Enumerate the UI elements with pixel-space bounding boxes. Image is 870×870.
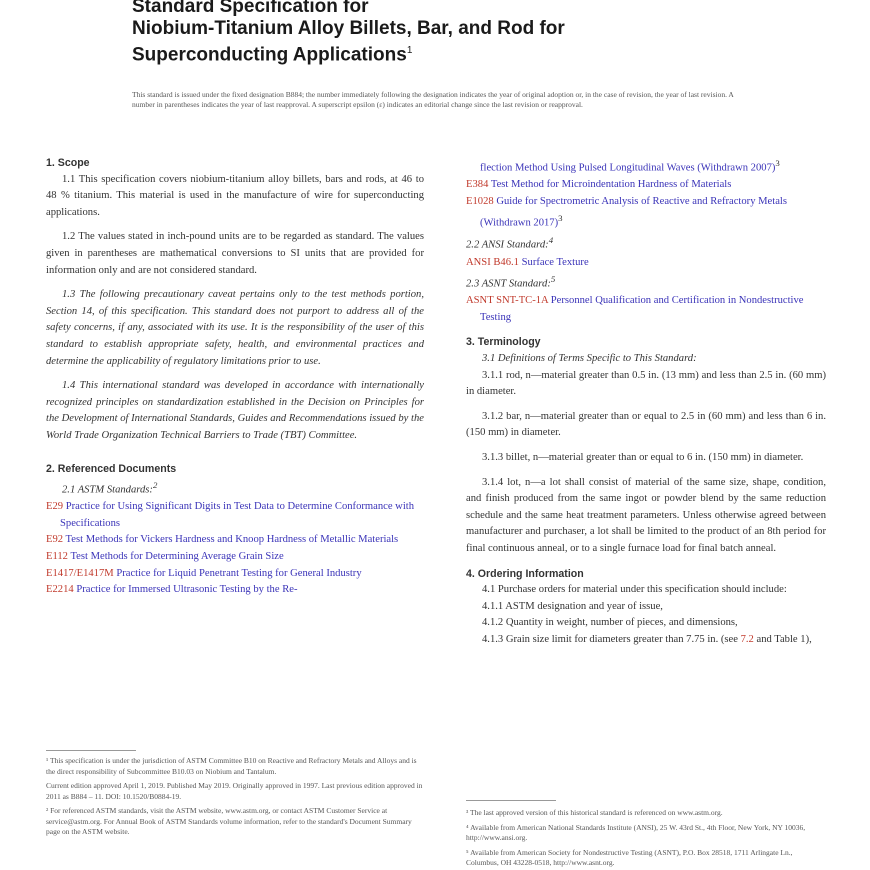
para-2-2: 2.2 ANSI Standard:$^4$ — [466, 235, 554, 251]
para-2-1: 2.1 ASTM Standards:$^2$ — [62, 480, 158, 496]
para-3-1-3: 3.1.3 billet, n—material greater than or equal to 6 in. (150 mm) in diameter. — [482, 452, 804, 464]
para-4-1: 4.1 Purchase orders for material under this specification should include: — [482, 584, 787, 596]
footnote-1: ¹ This specification is under the jurisdiction of ASTM Committee B10 on Reactive and Refractory Metals and Alloys and is the direct responsibility of Subcommittee B10.03 on Niobium and Tantalum. — [46, 756, 417, 776]
para-1-4: 1.4 This international standard was developed in accordance with internationally recognized principles on standardization established in the Decision on Principles for the Development of International Standards, Guides and Recommendations issued by the World Trade Organization Technical Barriers to Trade (TBT) Committee. — [46, 380, 424, 441]
reference-item[interactable]: E1028 Guide for Spectrometric Analysis of Reactive and Refractory Metals (Withdrawn 2017)$^3$ — [466, 195, 787, 229]
section-referenced-documents-heading: 2. Referenced Documents — [46, 462, 177, 475]
section-link[interactable]: 7.2 — [740, 633, 754, 645]
para-1-1: 1.1 This specification covers niobium-titanium alloy billets, bars and rods, at 46 to 48 % titanium. This material is used in the manufacture of wire for superconducting applications. — [46, 173, 424, 218]
reference-item[interactable]: E1417/E1417M Practice for Liquid Penetrant Testing for General Industry — [46, 567, 362, 579]
footnote-4: ⁴ Available from American National Standards Institute (ANSI), 25 W. 43rd St., 4th Floor, New York, NY 10036, http://www.ansi.org. — [466, 822, 806, 842]
reference-item[interactable]: E112 Test Methods for Determining Average Grain Size — [46, 551, 284, 562]
para-4-1-2: 4.1.2 Quantity in weight, number of pieces, and dimensions, — [482, 617, 738, 629]
footnote-3: ³ The last approved version of this historical standard is referenced on www.astm.org. — [466, 808, 723, 817]
para-1-3: 1.3 The following precautionary caveat pertains only to the test methods portion, Section 14, of this specification. This standard does not purport to address all of the safety concerns, if any, associated with its use. It is the responsibility of the user of this standard to establish appropriate safety, health, and environmental practices and determine the applicability of regulatory limitations prior to use. — [46, 289, 424, 367]
section-terminology-heading: 3. Terminology — [466, 336, 541, 349]
para-3-1-2: 3.1.2 bar, n—material greater than or equal to 2.5 in (60 mm) and less than 6 in. (150 mm) in diameter. — [466, 410, 826, 439]
left-column — [46, 155, 424, 599]
reference-item[interactable]: E92 Test Methods for Vickers Hardness and Knoop Hardness of Metallic Materials — [46, 534, 399, 546]
title-line-1: Standard Specification for — [132, 0, 369, 17]
para-2-3: 2.3 ASNT Standard:$^5$ — [466, 274, 556, 290]
title-footnote-mark: 1 — [406, 45, 413, 56]
para-3-1-4: 3.1.4 lot, n—a lot shall consist of material of the same size, shape, condition, and finish produced from the same ingot or powder blend by the same reduction schedule and the same heat treatment parameters. Unless otherwise agreed between manufacturer and purchaser, a lot shall be limited to the product of an 8th period for final continuous anneal, or to a single furnace load for final batch anneal. — [466, 476, 826, 554]
reference-continuation[interactable]: flection Method Using Pulsed Longitudinal Waves (Withdrawn 2007)$^3$ — [480, 158, 780, 174]
title-line-2: Niobium-Titanium Alloy Billets, Bar, and Rod for — [132, 18, 565, 39]
para-4-1-3: 4.1.3 Grain size limit for diameters greater than 7.75 in. (see 7.2 and Table 1), — [482, 633, 812, 645]
footnote-divider-right — [466, 800, 556, 801]
footnotes-right — [466, 808, 826, 869]
title-line-3: Superconducting Applications$^1$ — [132, 44, 413, 66]
para-3-1: 3.1 Definitions of Terms Specific to This Standard: — [482, 353, 697, 365]
section-scope-heading: 1. Scope — [46, 157, 90, 169]
footnotes-left — [46, 756, 424, 838]
right-column — [466, 155, 826, 649]
footnote-2: ² For referenced ASTM standards, visit the ASTM website, www.astm.org, or contact ASTM Customer Service at service@astm.org. For Annual Book of ASTM Standards volume information, refer to the standard's Document Summary page on the ASTM website. — [46, 806, 412, 836]
reference-item[interactable]: E384 Test Method for Microindentation Hardness of Materials — [466, 179, 732, 191]
footnote-divider-left — [46, 750, 136, 751]
reference-item[interactable]: E2214 Practice for Immersed Ultrasonic Testing by the Re- — [46, 584, 298, 596]
para-1-2: 1.2 The values stated in inch-pound units are to be regarded as standard. The values given in parentheses are mathematical conversions to SI units that are provided for information only and are not considered standard. — [46, 231, 424, 276]
reference-item[interactable]: E29 Practice for Using Significant Digits in Test Data to Determine Conformance with Specifications — [46, 501, 415, 529]
document-title — [132, 0, 752, 66]
section-ordering-heading: 4. Ordering Information — [466, 567, 584, 580]
para-3-1-1: 3.1.1 rod, n—material greater than 0.5 in. (13 mm) and less than 2.5 in. (60 mm) in diameter. — [466, 369, 826, 398]
reference-item-asnt[interactable]: ASNT SNT-TC-1A Personnel Qualification and Certification in Nondestructive Testing — [466, 295, 804, 323]
para-4-1-1: 4.1.1 ASTM designation and year of issue, — [482, 600, 663, 612]
footnote-5: ⁵ Available from American Society for Nondestructive Testing (ASNT), P.O. Box 28518, 1711 Arlingate Ln., Columbus, OH 43228-0518, http://www.asnt.org. — [466, 847, 793, 867]
reference-item-ansi[interactable]: ANSI B46.1 Surface Texture — [466, 256, 589, 268]
footnote-1-edition: Current edition approved April 1, 2019. Published May 2019. Originally approved in 1997. Last previous edition approved in 2011 as B884 – 11. DOI: 10.1520/B0884-19. — [46, 781, 423, 801]
issue-note: This standard is issued under the fixed designation B884; the number immediately following the designation indicates the year of original adoption or, in the case of revision, the year of last revision. A number in parentheses indicates the year of last reapproval. A superscript epsilon (ε) indicates an editorial change since the last revision or reapproval. — [132, 90, 734, 109]
